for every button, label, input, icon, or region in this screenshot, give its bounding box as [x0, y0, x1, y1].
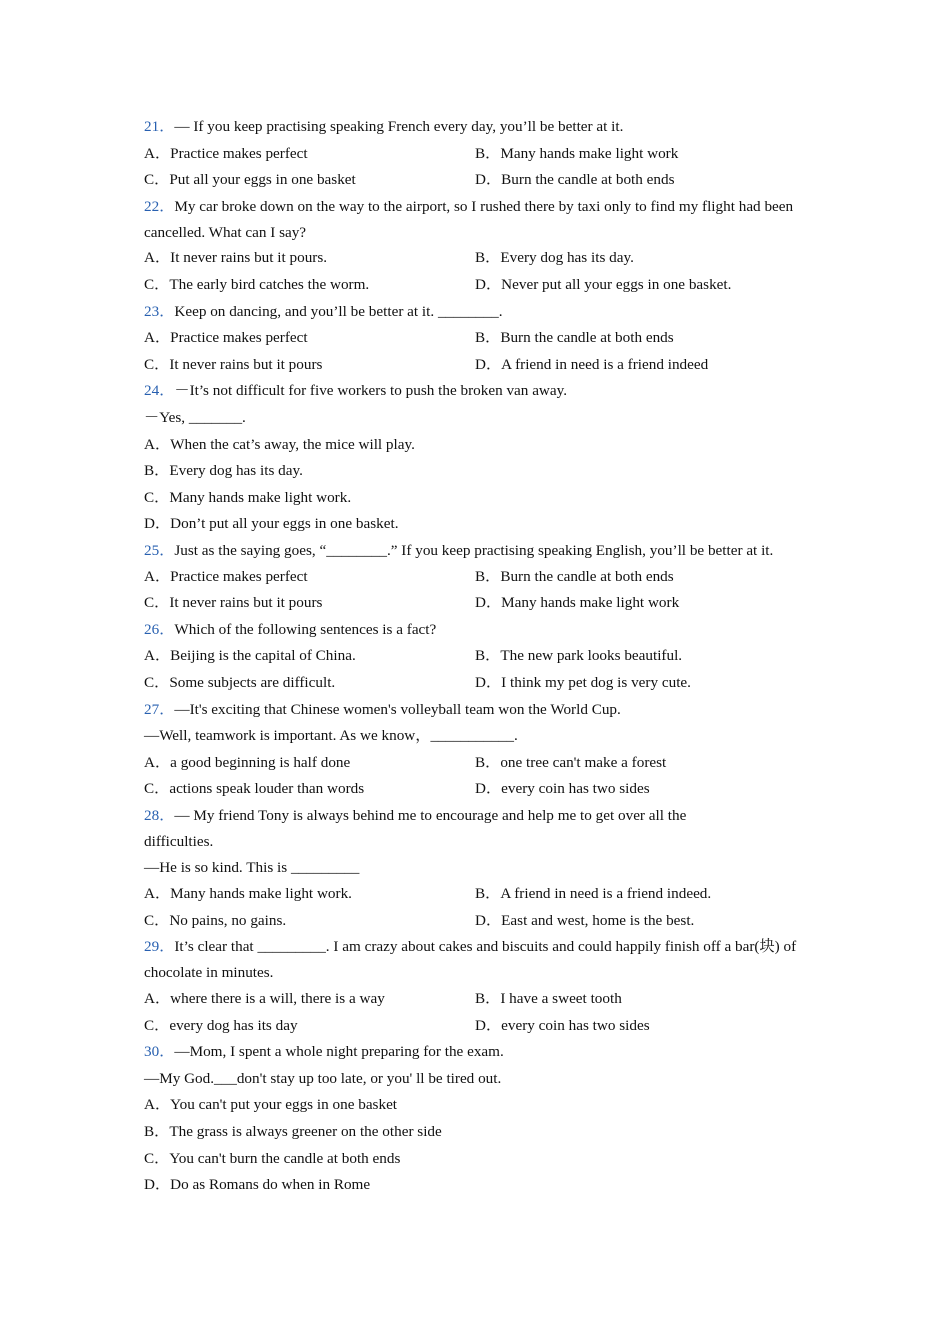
option-b[interactable]: B．The grass is always greener on the other side — [144, 1122, 442, 1140]
question-27 — [144, 697, 810, 803]
question-29 — [144, 934, 810, 1039]
question-22 — [144, 194, 810, 299]
option-d[interactable]: D．East and west, home is the best. — [475, 911, 695, 929]
question-stem: — If you keep practising speaking French every day, you’ll be better at it. — [174, 118, 624, 135]
question-23 — [144, 299, 810, 379]
option-b[interactable]: B．Burn the candle at both ends — [475, 567, 674, 585]
question-number: 24． — [144, 382, 175, 400]
question-stem: Just as the saying goes, “________.” If you keep practising speaking English, you’ll be better at it. — [174, 541, 774, 559]
option-a[interactable]: A．When the cat’s away, the mice will play. — [144, 435, 415, 453]
option-b[interactable]: B．one tree can't make a forest — [475, 753, 667, 771]
question-number: 27． — [144, 700, 175, 718]
option-b[interactable]: B．Every dog has its day. — [475, 249, 634, 267]
option-c[interactable]: C．Put all your eggs in one basket — [144, 171, 356, 189]
question-stem: －It’s not difficult for five workers to push the broken van away. — [174, 382, 568, 400]
question-reply: —He is so kind. This is _________ — [144, 858, 360, 876]
option-d[interactable]: D．I think my pet dog is very cute. — [475, 674, 691, 692]
option-a[interactable]: A．where there is a will, there is a way — [144, 990, 385, 1008]
question-reply: —Well, teamwork is important. As we know，___________. — [144, 727, 518, 745]
question-number: 21． — [144, 118, 175, 135]
option-c[interactable]: C．It never rains but it pours — [144, 594, 323, 612]
question-28 — [144, 803, 810, 934]
option-b[interactable]: B．Every dog has its day. — [144, 462, 303, 480]
option-d[interactable]: D．Many hands make light work — [475, 594, 680, 612]
question-stem: Which of the following sentences is a fact? — [174, 620, 437, 638]
worksheet — [144, 114, 810, 1199]
option-d[interactable]: D．every coin has two sides — [475, 1016, 650, 1034]
option-b[interactable]: B．The new park looks beautiful. — [475, 647, 683, 665]
option-c[interactable]: C．Many hands make light work. — [144, 488, 352, 506]
question-stem: Keep on dancing, and you’ll be better at it. ________. — [174, 302, 503, 320]
option-b[interactable]: B．I have a sweet tooth — [475, 990, 622, 1008]
option-a[interactable]: A．Practice makes perfect — [144, 329, 308, 347]
question-stem: — My friend Tony is always behind me to encourage and help me to get over all the difficulties. — [144, 807, 687, 850]
question-21 — [144, 114, 810, 194]
option-b[interactable]: B．A friend in need is a friend indeed. — [475, 885, 712, 903]
question-30 — [144, 1039, 810, 1199]
question-number: 22． — [144, 197, 175, 215]
option-a[interactable]: A．Beijing is the capital of China. — [144, 647, 356, 665]
question-stem: —Mom, I spent a whole night preparing for the exam. — [174, 1043, 504, 1061]
option-b[interactable]: B．Burn the candle at both ends — [475, 329, 674, 347]
option-c[interactable]: C．actions speak louder than words — [144, 780, 365, 798]
question-stem: It’s clear that _________. I am crazy about cakes and biscuits and could happily finish off a bar(块) of chocolate in minutes. — [144, 938, 797, 982]
option-b[interactable]: B．Many hands make light work — [475, 144, 679, 162]
question-25 — [144, 538, 810, 617]
question-number: 30． — [144, 1043, 175, 1061]
option-a[interactable]: A．Practice makes perfect — [144, 567, 308, 585]
option-c[interactable]: C．It never rains but it pours — [144, 355, 323, 373]
question-reply: －Yes, _______. — [144, 408, 246, 426]
option-d[interactable]: D．every coin has two sides — [475, 780, 650, 798]
question-number: 25． — [144, 541, 175, 559]
option-a[interactable]: A．Practice makes perfect — [144, 144, 308, 162]
option-a[interactable]: A．It never rains but it pours. — [144, 249, 328, 267]
option-c[interactable]: C．No pains, no gains. — [144, 911, 287, 929]
option-c[interactable]: C．The early bird catches the worm. — [144, 275, 370, 293]
question-number: 26． — [144, 620, 175, 638]
question-26 — [144, 617, 810, 697]
option-d[interactable]: D．Do as Romans do when in Rome — [144, 1176, 371, 1194]
question-stem: —It's exciting that Chinese women's volleyball team won the World Cup. — [174, 700, 621, 718]
question-24 — [144, 378, 810, 538]
option-d[interactable]: D．A friend in need is a friend indeed — [475, 355, 709, 373]
option-c[interactable]: C．You can't burn the candle at both ends — [144, 1149, 401, 1167]
question-stem: My car broke down on the way to the airport, so I rushed there by taxi only to find my flight had been cancelled. What can I say? — [144, 197, 794, 241]
question-number: 28． — [144, 807, 175, 825]
question-number: 29． — [144, 938, 175, 956]
option-c[interactable]: C．Some subjects are difficult. — [144, 674, 336, 692]
option-a[interactable]: A．a good beginning is half done — [144, 753, 351, 771]
option-a[interactable]: A．Many hands make light work. — [144, 885, 352, 903]
option-d[interactable]: D．Don’t put all your eggs in one basket. — [144, 515, 399, 533]
option-d[interactable]: D．Never put all your eggs in one basket. — [475, 275, 732, 293]
option-c[interactable]: C．every dog has its day — [144, 1016, 298, 1034]
option-a[interactable]: A．You can't put your eggs in one basket — [144, 1096, 398, 1114]
option-d[interactable]: D．Burn the candle at both ends — [475, 171, 675, 189]
question-reply: —My God.___don't stay up too late, or you' ll be tired out. — [144, 1069, 502, 1087]
question-number: 23． — [144, 302, 175, 320]
